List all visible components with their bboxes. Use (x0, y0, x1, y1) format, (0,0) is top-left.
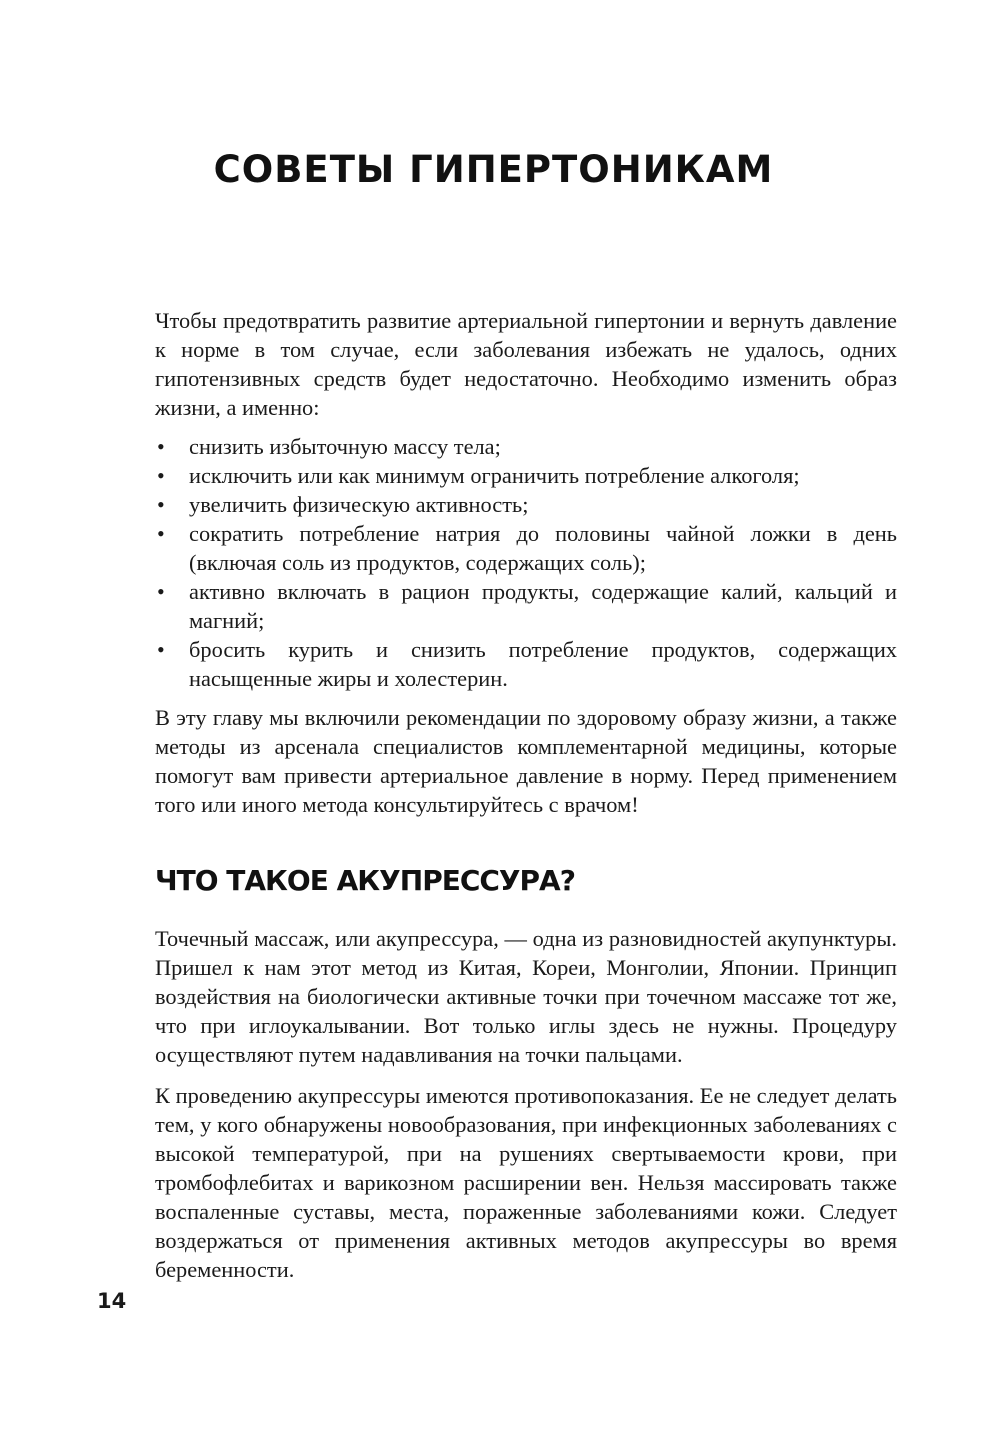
list-item-text: сократить потребление натрия до половины чайной ложки в день (включая соль из продуктов, содержащих соль); (189, 521, 897, 575)
section-paragraph: К проведению акупрессуры имеются противопоказания. Ее не следует делать тем, у кого обнаружены новообразования, при инфекционных заболеваниях с высокой температурой, при на рушениях свертываемости крови, при тромбофлебитах и варикозном расширении вен. Нельзя массировать также воспаленные суставы, места, пораженные заболеваниями кожи. Следует воздержаться от применения активных методов акупрессуры во время беременности. (155, 1083, 897, 1282)
section-paragraph: Точечный массаж, или акупрессура, — одна из разновидностей акупунктуры. Пришел к нам этот метод из Китая, Кореи, Монголии, Японии. Принцип воздействия на биологически активные точки при точечном массаже тот же, что при иглоукалывании. Вот только иглы здесь не нужны. Процедуру осуществляют путем надавливания на точки пальцами. (155, 926, 897, 1067)
bullet-icon: • (157, 521, 165, 546)
list-item-text: снизить избыточную массу тела; (189, 434, 501, 459)
bullet-icon: • (157, 434, 165, 459)
intro-paragraph: Чтобы предотвратить развитие артериальной гипертонии и вернуть давление к норме в том случае, если заболевания избежать не удалось, одних гипотензивных средств будет недостаточно. Необходимо изменить образ жизни, а именно: (155, 308, 897, 420)
list-item-text: активно включать в рацион продукты, содержащие калий, кальций и магний; (189, 579, 897, 633)
bullet-icon: • (157, 579, 165, 604)
bullet-icon: • (157, 637, 165, 662)
list-item (155, 577, 897, 635)
list-item (155, 635, 897, 693)
chapter-paragraph: В эту главу мы включили рекомендации по здоровому образу жизни, а также методы из арсенала специалистов комплементарной медицины, которые помогут вам привести артериальное давление в норму. Перед применением того или иного метода консультируйтесь с врачом! (155, 705, 897, 817)
bullet-icon: • (157, 492, 165, 517)
list-item (155, 461, 897, 490)
list-item-text: бросить курить и снизить потребление продуктов, содержащих насыщенные жиры и холестерин. (189, 637, 897, 691)
list-item (155, 490, 897, 519)
list-item-text: исключить или как минимум ограничить потребление алкоголя; (189, 463, 800, 488)
bullet-icon: • (157, 463, 165, 488)
page-content (155, 306, 897, 1284)
list-item-text: увеличить физическую активность; (189, 492, 529, 517)
list-item (155, 432, 897, 461)
section-title: ЧТО ТАКОЕ АКУПРЕССУРА? (155, 864, 575, 897)
chapter-title: СОВЕТЫ ГИПЕРТОНИКАМ (213, 148, 774, 191)
page-number: 14 (97, 1289, 127, 1313)
recommendation-list (155, 432, 897, 693)
list-item (155, 519, 897, 577)
